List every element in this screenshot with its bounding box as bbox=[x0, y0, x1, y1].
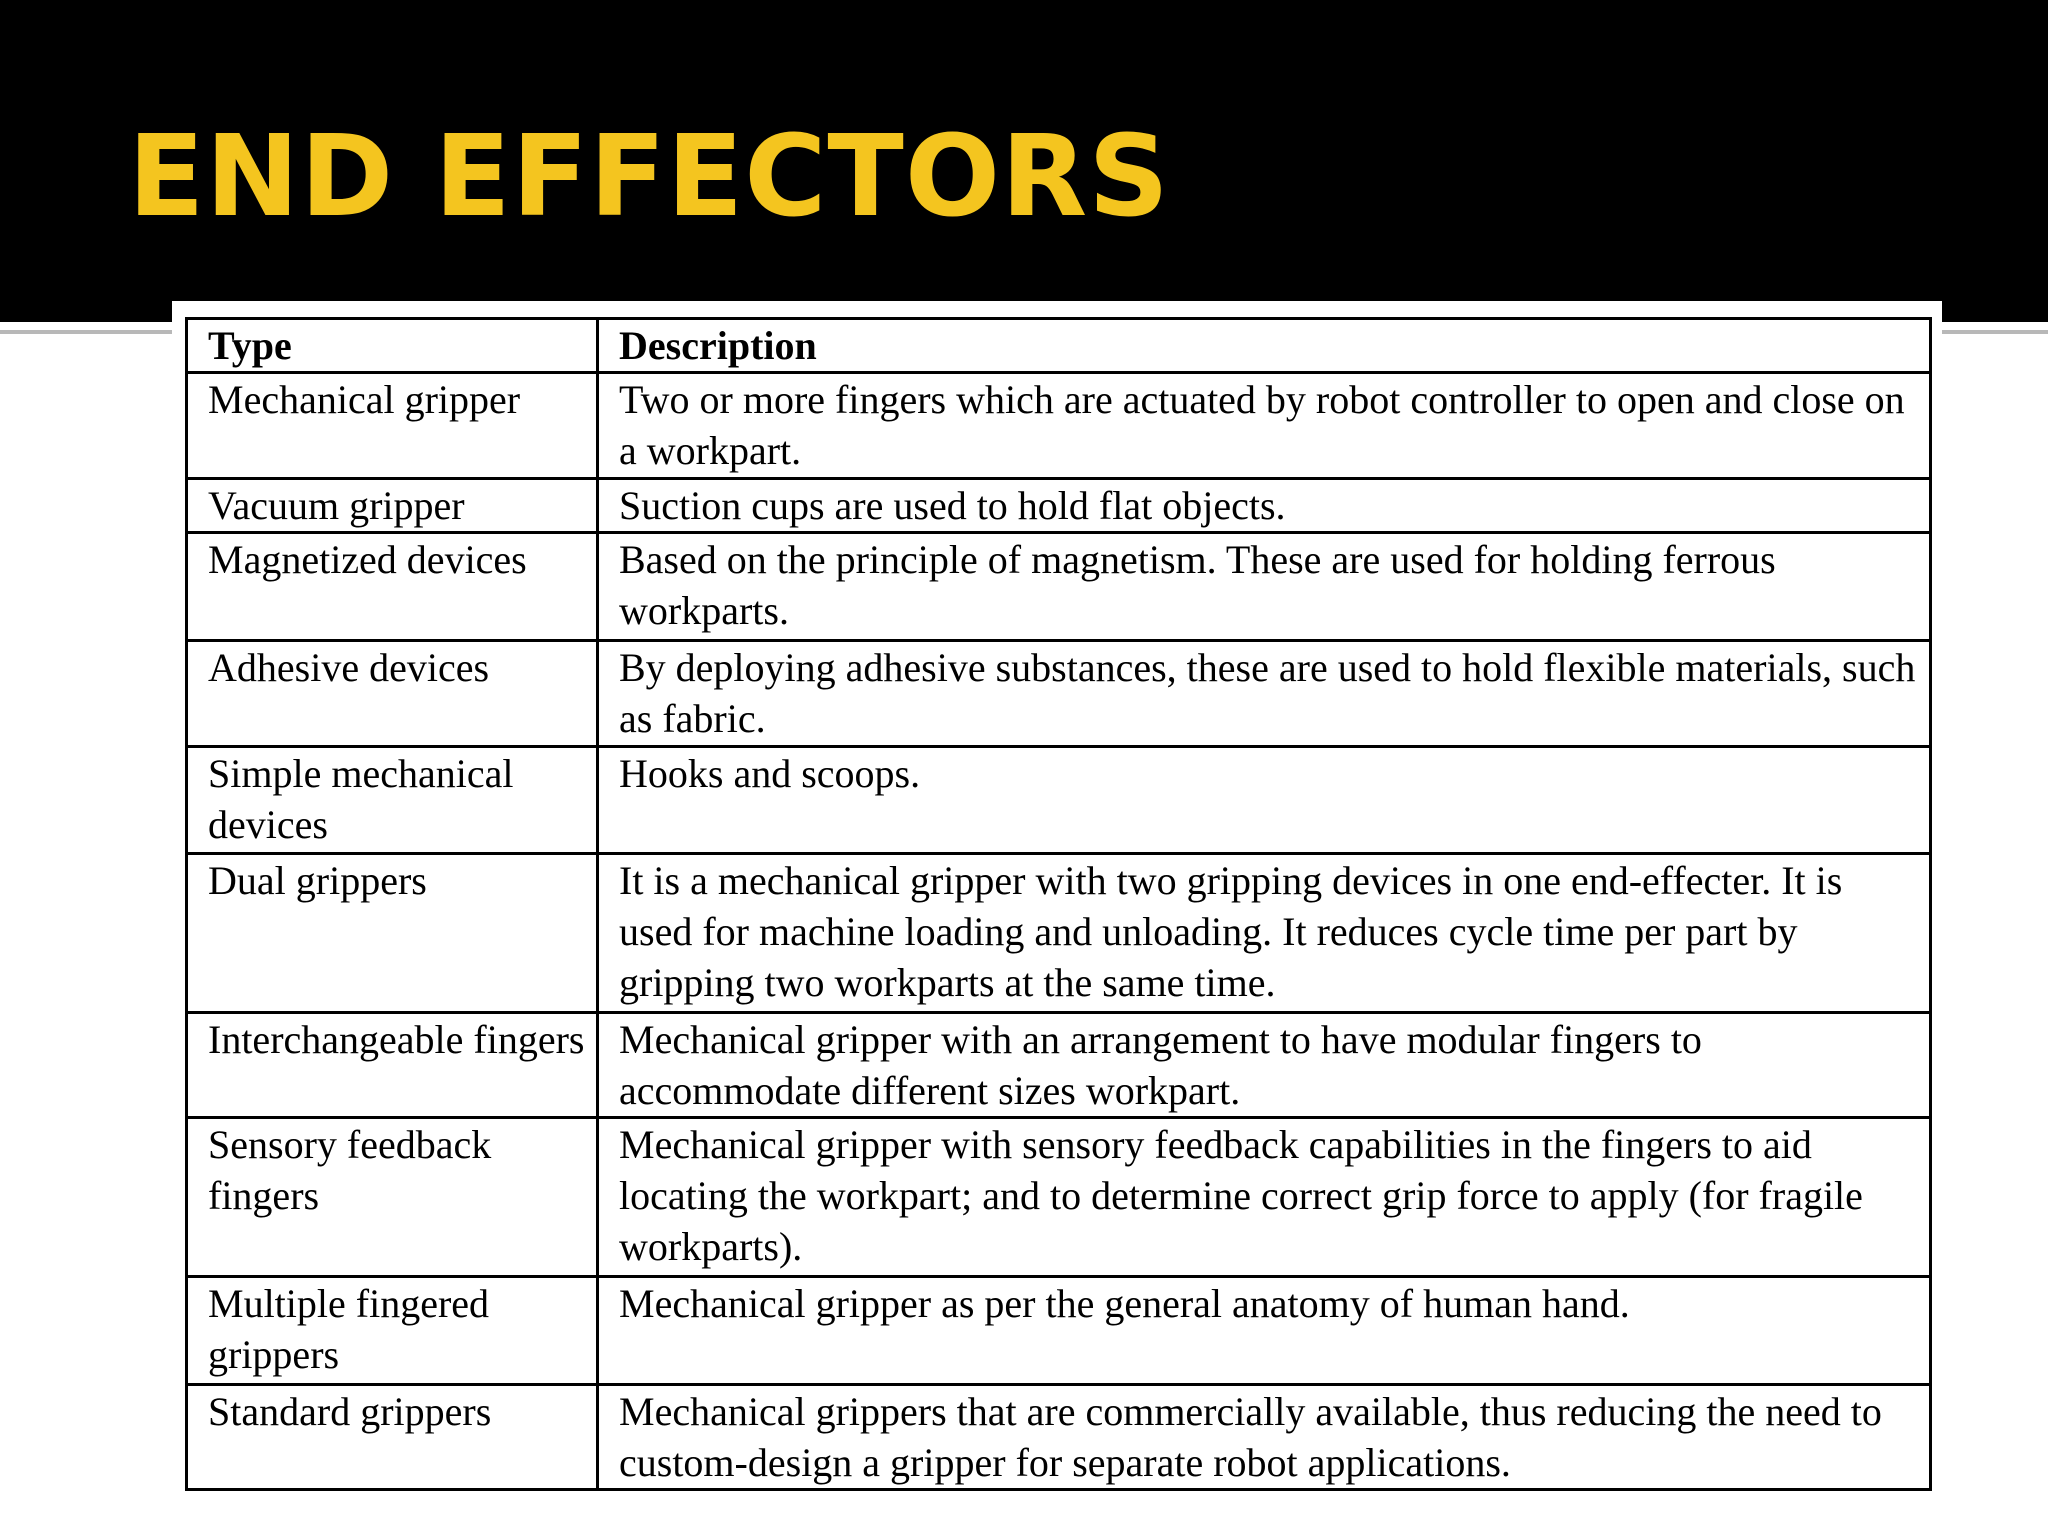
row-description-cell: Mechanical grippers that are commercially available, thus reducing the need to custom-design a gripper for separate robot applications. bbox=[598, 1385, 1931, 1490]
table-row bbox=[187, 747, 1931, 854]
row-type-cell: Interchangeable fingers bbox=[187, 1013, 598, 1118]
row-type-cell: Standard grippers bbox=[187, 1385, 598, 1490]
row-description-cell: By deploying adhesive substances, these are used to hold flexible materials, such as fabric. bbox=[598, 641, 1931, 747]
row-description-cell: It is a mechanical gripper with two gripping devices in one end-effecter. It is used for machine loading and unloading. It reduces cycle time per part by gripping two workparts at the same time. bbox=[598, 854, 1931, 1013]
divider-left bbox=[0, 330, 172, 334]
header-type: Type bbox=[187, 319, 598, 373]
row-type-cell: Dual grippers bbox=[187, 854, 598, 1013]
row-type-cell: Simple mechanical devices bbox=[187, 747, 598, 854]
table-row bbox=[187, 1277, 1931, 1385]
row-description-cell: Hooks and scoops. bbox=[598, 747, 1931, 854]
row-type-cell: Mechanical gripper bbox=[187, 373, 598, 479]
table-row bbox=[187, 1118, 1931, 1277]
header-description: Description bbox=[598, 319, 1931, 373]
row-description-cell: Based on the principle of magnetism. These are used for holding ferrous workparts. bbox=[598, 533, 1931, 641]
row-type-cell: Adhesive devices bbox=[187, 641, 598, 747]
table-row bbox=[187, 479, 1931, 533]
row-type-cell: Magnetized devices bbox=[187, 533, 598, 641]
table-row bbox=[187, 1013, 1931, 1118]
table-card bbox=[172, 301, 1942, 1509]
row-type-cell: Vacuum gripper bbox=[187, 479, 598, 533]
table-row bbox=[187, 373, 1931, 479]
row-description-cell: Two or more fingers which are actuated by robot controller to open and close on a workpart. bbox=[598, 373, 1931, 479]
table-row bbox=[187, 1385, 1931, 1490]
row-description-cell: Mechanical gripper as per the general anatomy of human hand. bbox=[598, 1277, 1931, 1385]
slide-title: END EFFECTORS bbox=[128, 112, 1170, 242]
table-header-row bbox=[187, 319, 1931, 373]
row-type-cell: Sensory feedback fingers bbox=[187, 1118, 598, 1277]
row-description-cell: Mechanical gripper with sensory feedback capabilities in the fingers to aid locating the workpart; and to determine correct grip force to apply (for fragile workparts). bbox=[598, 1118, 1931, 1277]
divider-right bbox=[1942, 330, 2048, 334]
table-row bbox=[187, 641, 1931, 747]
table-row bbox=[187, 533, 1931, 641]
end-effectors-table bbox=[185, 317, 1932, 1491]
row-description-cell: Suction cups are used to hold flat objects. bbox=[598, 479, 1931, 533]
table-row bbox=[187, 854, 1931, 1013]
title-band bbox=[0, 0, 2048, 322]
row-description-cell: Mechanical gripper with an arrangement to have modular fingers to accommodate different sizes workpart. bbox=[598, 1013, 1931, 1118]
row-type-cell: Multiple fingered grippers bbox=[187, 1277, 598, 1385]
